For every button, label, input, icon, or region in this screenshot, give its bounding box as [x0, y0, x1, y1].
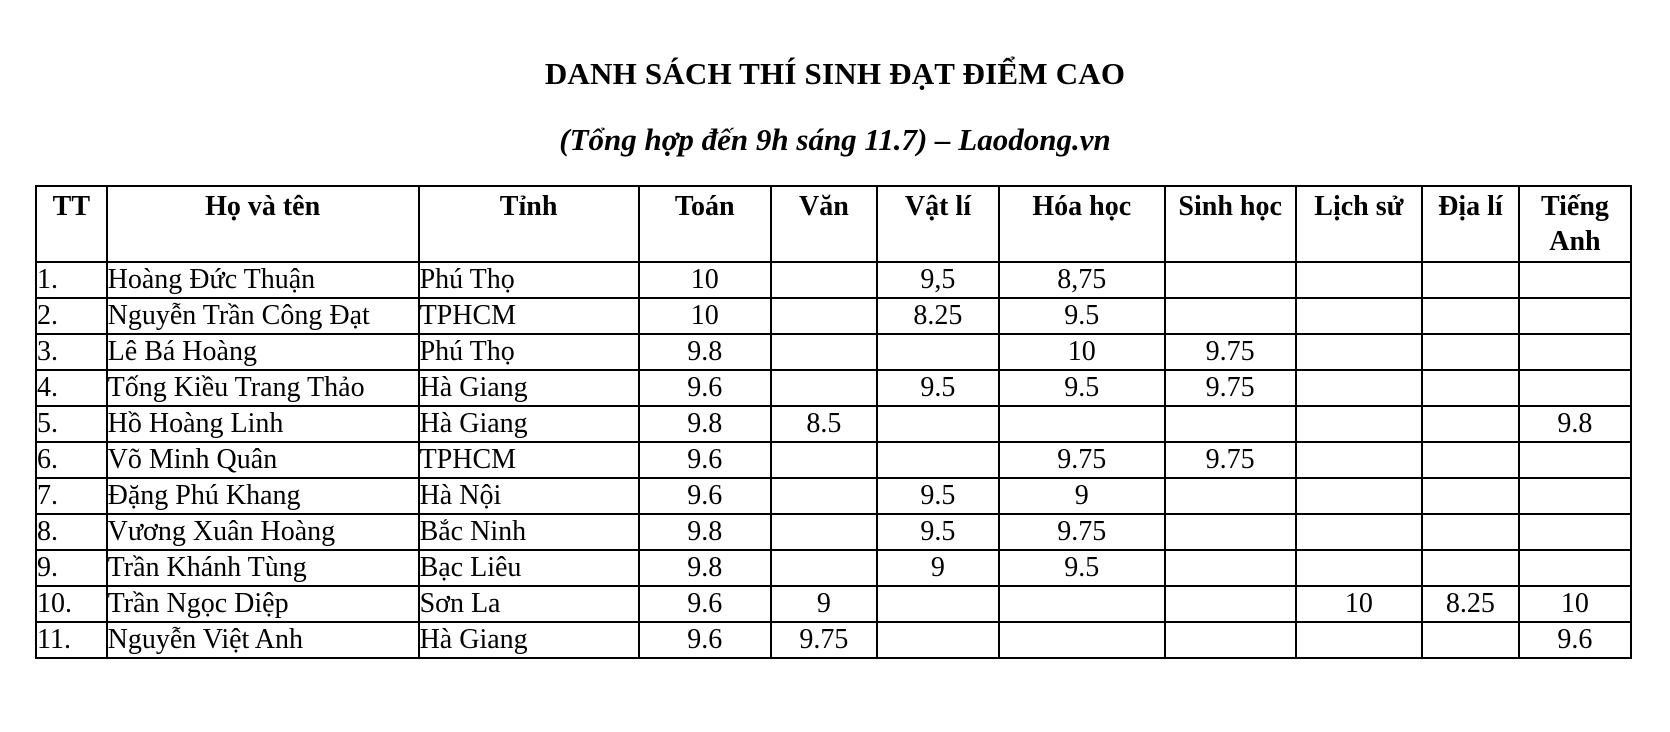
cell-diali	[1422, 262, 1519, 298]
cell-name: Nguyễn Trần Công Đạt	[107, 298, 419, 334]
cell-tienganh: 9.8	[1519, 406, 1631, 442]
cell-toan: 10	[639, 262, 771, 298]
cell-lichsu	[1296, 442, 1422, 478]
cell-lichsu	[1296, 514, 1422, 550]
header-lichsu: Lịch sử	[1296, 186, 1422, 262]
cell-diali	[1422, 622, 1519, 658]
cell-name: Vương Xuân Hoàng	[107, 514, 419, 550]
table-row	[36, 478, 1631, 514]
cell-toan: 10	[639, 298, 771, 334]
table-row	[36, 550, 1631, 586]
cell-tt: 1.	[36, 262, 107, 298]
cell-hoahoc: 9.75	[999, 442, 1165, 478]
cell-tt: 7.	[36, 478, 107, 514]
cell-tt: 5.	[36, 406, 107, 442]
cell-sinhhoc	[1165, 550, 1296, 586]
cell-name: Nguyễn Việt Anh	[107, 622, 419, 658]
cell-toan: 9.6	[639, 586, 771, 622]
scores-table	[35, 185, 1632, 659]
cell-name: Hoàng Đức Thuận	[107, 262, 419, 298]
cell-tt: 9.	[36, 550, 107, 586]
cell-lichsu	[1296, 406, 1422, 442]
cell-tienganh	[1519, 370, 1631, 406]
header-vatli: Vật lí	[877, 186, 999, 262]
table-row	[36, 298, 1631, 334]
cell-hoahoc: 9.5	[999, 298, 1165, 334]
cell-name: Trần Ngọc Diệp	[107, 586, 419, 622]
cell-name: Đặng Phú Khang	[107, 478, 419, 514]
cell-vatli	[877, 442, 999, 478]
cell-sinhhoc	[1165, 298, 1296, 334]
cell-tienganh	[1519, 442, 1631, 478]
cell-hoahoc	[999, 586, 1165, 622]
cell-diali	[1422, 442, 1519, 478]
cell-lichsu: 10	[1296, 586, 1422, 622]
cell-vatli: 9	[877, 550, 999, 586]
cell-tienganh	[1519, 262, 1631, 298]
cell-tienganh: 9.6	[1519, 622, 1631, 658]
cell-vatli: 8.25	[877, 298, 999, 334]
cell-tt: 4.	[36, 370, 107, 406]
table-row	[36, 370, 1631, 406]
table-row	[36, 514, 1631, 550]
cell-hoahoc: 8,75	[999, 262, 1165, 298]
cell-van: 9.75	[771, 622, 877, 658]
cell-diali	[1422, 406, 1519, 442]
table-row	[36, 622, 1631, 658]
cell-hoahoc: 10	[999, 334, 1165, 370]
header-sinhhoc: Sinh học	[1165, 186, 1296, 262]
cell-vatli	[877, 622, 999, 658]
cell-vatli	[877, 334, 999, 370]
cell-tt: 2.	[36, 298, 107, 334]
cell-province: TPHCM	[419, 298, 639, 334]
cell-sinhhoc	[1165, 622, 1296, 658]
cell-toan: 9.6	[639, 442, 771, 478]
cell-sinhhoc: 9.75	[1165, 370, 1296, 406]
table-row	[36, 334, 1631, 370]
cell-van	[771, 334, 877, 370]
cell-sinhhoc	[1165, 262, 1296, 298]
cell-hoahoc: 9.5	[999, 370, 1165, 406]
cell-vatli	[877, 586, 999, 622]
cell-lichsu	[1296, 262, 1422, 298]
cell-hoahoc	[999, 622, 1165, 658]
cell-sinhhoc: 9.75	[1165, 334, 1296, 370]
cell-tienganh: 10	[1519, 586, 1631, 622]
cell-hoahoc: 9	[999, 478, 1165, 514]
cell-lichsu	[1296, 298, 1422, 334]
cell-diali	[1422, 550, 1519, 586]
cell-tienganh	[1519, 334, 1631, 370]
cell-toan: 9.8	[639, 334, 771, 370]
cell-hoahoc: 9.75	[999, 514, 1165, 550]
header-toan: Toán	[639, 186, 771, 262]
cell-tt: 3.	[36, 334, 107, 370]
cell-sinhhoc	[1165, 514, 1296, 550]
header-tt: TT	[36, 186, 107, 262]
cell-diali	[1422, 334, 1519, 370]
header-name: Họ và tên	[107, 186, 419, 262]
cell-lichsu	[1296, 550, 1422, 586]
cell-province: Hà Giang	[419, 370, 639, 406]
cell-vatli	[877, 406, 999, 442]
cell-province: Hà Giang	[419, 406, 639, 442]
cell-van	[771, 550, 877, 586]
cell-name: Hồ Hoàng Linh	[107, 406, 419, 442]
cell-van	[771, 262, 877, 298]
cell-toan: 9.8	[639, 406, 771, 442]
cell-van: 8.5	[771, 406, 877, 442]
document-subtitle: (Tổng hợp đến 9h sáng 11.7) – Laodong.vn	[559, 122, 1111, 157]
cell-tt: 6.	[36, 442, 107, 478]
cell-province: Bắc Ninh	[419, 514, 639, 550]
table-row	[36, 442, 1631, 478]
header-row	[36, 186, 1631, 262]
cell-province: Phú Thọ	[419, 334, 639, 370]
cell-toan: 9.6	[639, 478, 771, 514]
cell-tt: 11.	[36, 622, 107, 658]
cell-vatli: 9.5	[877, 514, 999, 550]
cell-tt: 10.	[36, 586, 107, 622]
cell-diali	[1422, 514, 1519, 550]
cell-van	[771, 514, 877, 550]
table-row	[36, 586, 1631, 622]
cell-sinhhoc: 9.75	[1165, 442, 1296, 478]
document-title: DANH SÁCH THÍ SINH ĐẠT ĐIỂM CAO	[544, 56, 1126, 91]
cell-toan: 9.6	[639, 622, 771, 658]
cell-province: TPHCM	[419, 442, 639, 478]
cell-hoahoc: 9.5	[999, 550, 1165, 586]
cell-van	[771, 370, 877, 406]
table-row	[36, 262, 1631, 298]
cell-name: Võ Minh Quân	[107, 442, 419, 478]
cell-diali	[1422, 478, 1519, 514]
cell-tienganh	[1519, 514, 1631, 550]
cell-province: Bạc Liêu	[419, 550, 639, 586]
header-province: Tỉnh	[419, 186, 639, 262]
cell-van	[771, 442, 877, 478]
header-tienganh: Tiếng Anh	[1519, 186, 1631, 262]
cell-sinhhoc	[1165, 478, 1296, 514]
cell-lichsu	[1296, 478, 1422, 514]
cell-tienganh	[1519, 298, 1631, 334]
cell-name: Lê Bá Hoàng	[107, 334, 419, 370]
cell-province: Phú Thọ	[419, 262, 639, 298]
table-row	[36, 406, 1631, 442]
cell-hoahoc	[999, 406, 1165, 442]
cell-sinhhoc	[1165, 406, 1296, 442]
cell-van: 9	[771, 586, 877, 622]
cell-name: Tống Kiều Trang Thảo	[107, 370, 419, 406]
cell-lichsu	[1296, 370, 1422, 406]
header-hoahoc: Hóa học	[999, 186, 1165, 262]
cell-name: Trần Khánh Tùng	[107, 550, 419, 586]
cell-van	[771, 478, 877, 514]
cell-province: Hà Giang	[419, 622, 639, 658]
cell-diali	[1422, 298, 1519, 334]
cell-tienganh	[1519, 478, 1631, 514]
cell-toan: 9.8	[639, 514, 771, 550]
cell-province: Hà Nội	[419, 478, 639, 514]
cell-tienganh	[1519, 550, 1631, 586]
cell-lichsu	[1296, 622, 1422, 658]
cell-lichsu	[1296, 334, 1422, 370]
cell-diali: 8.25	[1422, 586, 1519, 622]
cell-tt: 8.	[36, 514, 107, 550]
cell-vatli: 9.5	[877, 478, 999, 514]
cell-van	[771, 298, 877, 334]
cell-vatli: 9.5	[877, 370, 999, 406]
cell-vatli: 9,5	[877, 262, 999, 298]
cell-toan: 9.8	[639, 550, 771, 586]
cell-toan: 9.6	[639, 370, 771, 406]
header-van: Văn	[771, 186, 877, 262]
cell-diali	[1422, 370, 1519, 406]
cell-sinhhoc	[1165, 586, 1296, 622]
cell-province: Sơn La	[419, 586, 639, 622]
header-diali: Địa lí	[1422, 186, 1519, 262]
